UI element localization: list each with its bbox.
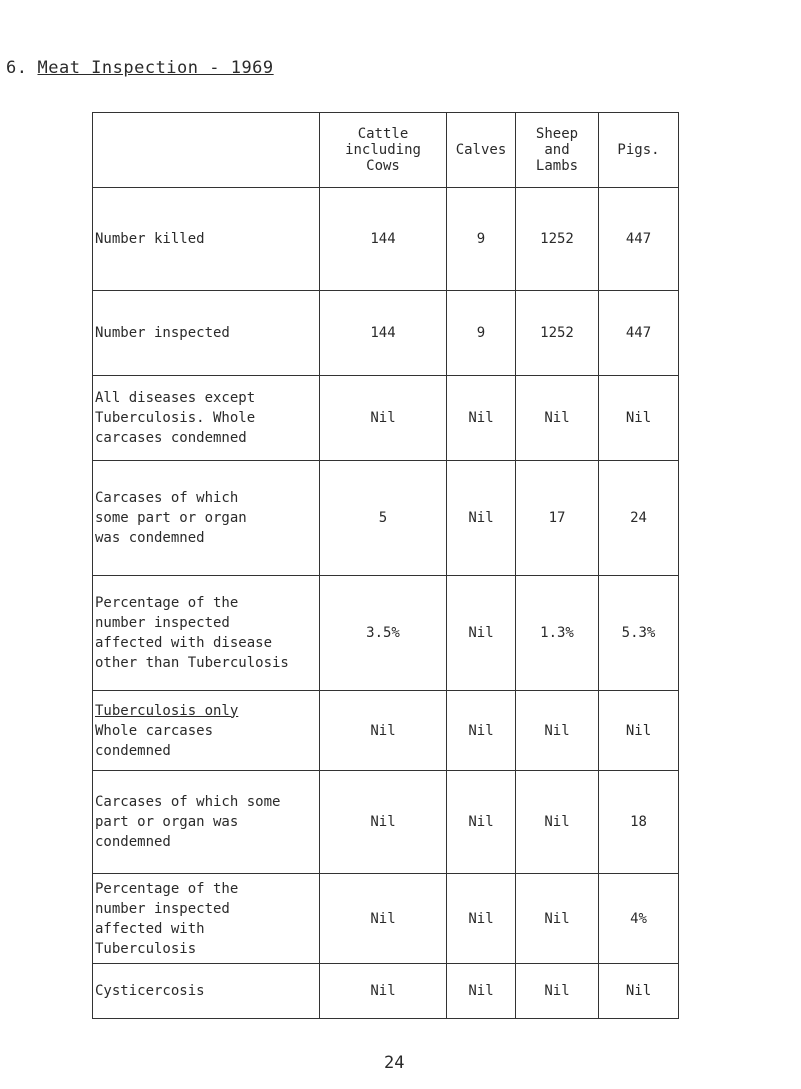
cell-sheep: Nil xyxy=(516,691,599,771)
label-line: Carcases of which some xyxy=(95,794,281,810)
label-line: Tuberculosis. Whole xyxy=(95,410,256,426)
cell-sheep: Nil xyxy=(516,874,599,964)
table-row xyxy=(93,291,679,376)
label-line: was condemned xyxy=(95,530,205,546)
section-number: 6. xyxy=(6,58,28,78)
cell-cattle: Nil xyxy=(320,964,447,1019)
cell-cattle: 144 xyxy=(320,188,447,291)
row-label xyxy=(93,874,320,964)
label-line: affected with disease xyxy=(95,635,273,651)
label-line: Percentage of the xyxy=(95,595,239,611)
meat-inspection-table xyxy=(92,112,679,1019)
row-label xyxy=(93,188,320,291)
header-line: including xyxy=(345,142,421,158)
label-line: Whole carcases xyxy=(95,722,214,739)
header-row xyxy=(93,113,679,188)
row-label xyxy=(93,691,320,771)
cell-pigs: Nil xyxy=(599,691,679,771)
label-line: part or organ was xyxy=(95,814,239,830)
cell-pigs: 18 xyxy=(599,771,679,874)
table-row xyxy=(93,874,679,964)
label-line: condemned xyxy=(95,742,171,759)
page-heading xyxy=(6,58,274,78)
cell-sheep: Nil xyxy=(516,771,599,874)
cell-sheep: 1252 xyxy=(516,188,599,291)
table-row xyxy=(93,691,679,771)
cell-cattle: Nil xyxy=(320,691,447,771)
header-line: Cows xyxy=(366,158,400,174)
cell-cattle: 3.5% xyxy=(320,576,447,691)
row-label xyxy=(93,461,320,576)
label-line: All diseases except xyxy=(95,390,256,406)
header-line: and xyxy=(544,142,570,158)
cell-calves: 9 xyxy=(447,291,516,376)
table-row xyxy=(93,188,679,291)
cell-calves: 9 xyxy=(447,188,516,291)
header-line: Calves xyxy=(455,142,507,158)
header-line: Cattle xyxy=(357,126,409,142)
label-line: condemned xyxy=(95,834,171,850)
label-line: other than Tuberculosis xyxy=(95,655,289,671)
header-sheep xyxy=(516,113,599,188)
tb-subheading: Tuberculosis only xyxy=(95,702,239,719)
header-line: Pigs. xyxy=(617,142,660,158)
row-label xyxy=(93,576,320,691)
table-row xyxy=(93,461,679,576)
label-line: Tuberculosis xyxy=(95,940,197,957)
table-row xyxy=(93,376,679,461)
cell-calves: Nil xyxy=(447,874,516,964)
label-line: Number killed xyxy=(95,231,205,247)
cell-sheep: Nil xyxy=(516,964,599,1019)
table-row xyxy=(93,771,679,874)
row-label xyxy=(93,964,320,1019)
table-row xyxy=(93,964,679,1019)
cell-cattle: 5 xyxy=(320,461,447,576)
row-label xyxy=(93,771,320,874)
label-line: Cysticercosis xyxy=(95,983,205,999)
row-label xyxy=(93,291,320,376)
cell-sheep: 17 xyxy=(516,461,599,576)
header-line: Lambs xyxy=(535,158,579,174)
corner-header xyxy=(93,113,320,188)
label-line: carcases condemned xyxy=(95,430,247,446)
header-pigs xyxy=(599,113,679,188)
cell-cattle: Nil xyxy=(320,874,447,964)
cell-calves: Nil xyxy=(447,461,516,576)
cell-calves: Nil xyxy=(447,964,516,1019)
header-calves xyxy=(447,113,516,188)
cell-pigs: 4% xyxy=(599,874,679,964)
row-label xyxy=(93,376,320,461)
label-line: affected with xyxy=(95,920,205,937)
cell-calves: Nil xyxy=(447,576,516,691)
cell-sheep: 1.3% xyxy=(516,576,599,691)
cell-calves: Nil xyxy=(447,771,516,874)
page-number: 24 xyxy=(384,1053,405,1073)
cell-cattle: 144 xyxy=(320,291,447,376)
cell-sheep: Nil xyxy=(516,376,599,461)
cell-calves: Nil xyxy=(447,691,516,771)
section-title: Meat Inspection - 1969 xyxy=(37,58,274,78)
cell-pigs: 5.3% xyxy=(599,576,679,691)
label-line: number inspected xyxy=(95,615,230,631)
label-line: Percentage of the xyxy=(95,880,239,897)
label-line: Number inspected xyxy=(95,325,230,341)
header-line: Sheep xyxy=(535,126,579,142)
cell-pigs: 24 xyxy=(599,461,679,576)
cell-pigs: 447 xyxy=(599,188,679,291)
label-line: Carcases of which xyxy=(95,490,239,506)
header-cattle xyxy=(320,113,447,188)
cell-cattle: Nil xyxy=(320,376,447,461)
cell-pigs: Nil xyxy=(599,964,679,1019)
label-line: number inspected xyxy=(95,900,230,917)
cell-calves: Nil xyxy=(447,376,516,461)
label-line: some part or organ xyxy=(95,510,247,526)
cell-cattle: Nil xyxy=(320,771,447,874)
table-row xyxy=(93,576,679,691)
cell-sheep: 1252 xyxy=(516,291,599,376)
cell-pigs: 447 xyxy=(599,291,679,376)
cell-pigs: Nil xyxy=(599,376,679,461)
